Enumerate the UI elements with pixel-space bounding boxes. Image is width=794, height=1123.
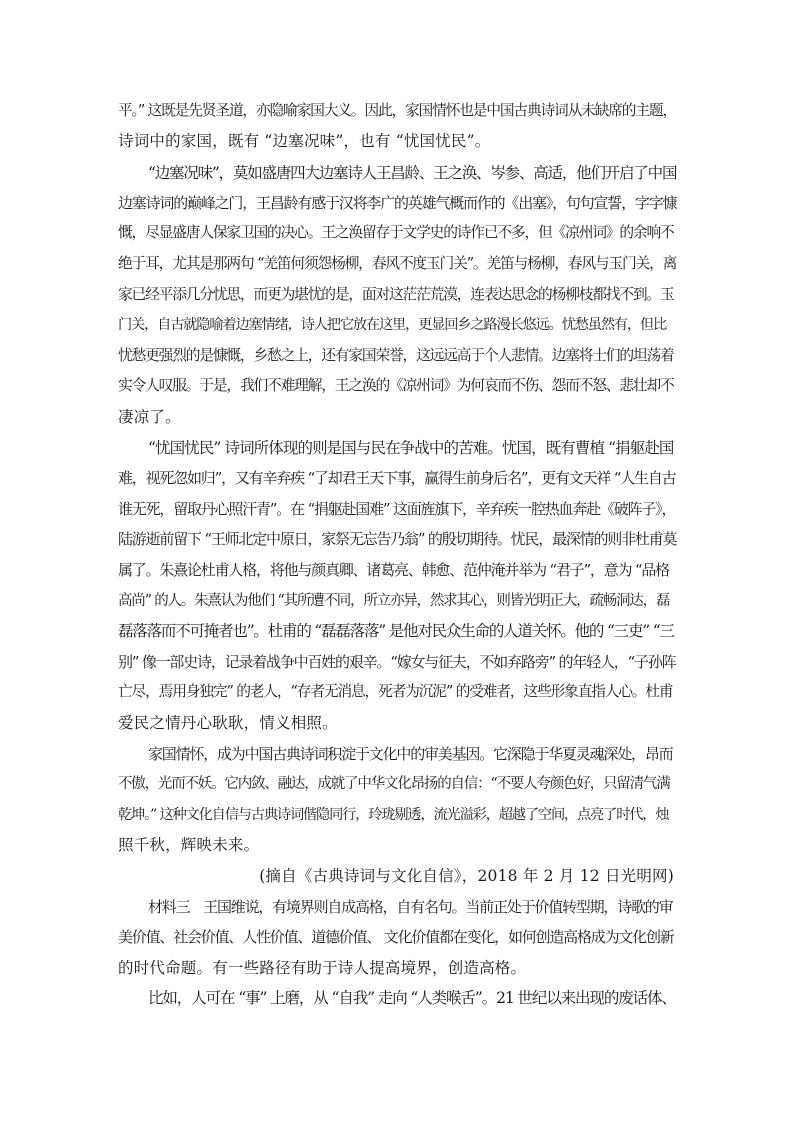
text-line: 平。” 这既是先贤圣道，亦隐喻家国大义。因此，家国情怀也是中国古典诗词从未缺席的主题，	[118, 102, 677, 119]
text-line: 绝于耳，尤其是那两句 “羌笛何须怨杨柳，春风不度玉门关”。羌笛与杨柳，春风与玉门关，离	[118, 255, 677, 272]
source-citation: (摘自《古典诗词与文化自信》，2018 年 2 月 12 日光明网)	[259, 867, 674, 885]
paragraph-start: 比如，人可在 “事” 上磨，从 “自我” 走向 “人类喉舌”。21 世纪以来出现的废话体、	[148, 989, 676, 1007]
text-line: 乾坤。” 这种文化自信与古典诗词偕隐同行，玲珑剔透，流光溢彩，超越了空间，点亮了时代，烛	[118, 807, 669, 823]
text-line: 美价值、社会价值、人性价值、道德价值、 文化价值都在变化，如何创造高格成为文化创新	[118, 928, 674, 946]
text-line: 的时代命题。有一些路径有助于诗人提高境界，创造高格。	[118, 959, 527, 977]
paragraph-start: “忧国忧民” 诗词所体现的则是国与民在争战中的苦难。忧国，既有曹植 “捐躯赴国	[148, 439, 674, 457]
text-line: 别” 像一部史诗，记录着战争中百姓的艰辛。“嫁女与征夫，不如弃路旁” 的年轻人，“子孙阵	[118, 653, 676, 671]
text-line: 不傲，光而不妖。它内敛、融达，成就了中华文化昂扬的自信：“不要人夸颜色好，只留清气满	[118, 776, 670, 792]
text-line: 磊落落而不可掩者也”。杜甫的 “磊磊落落” 是他对民众生命的人道关怀。他的 “三吏” “三	[118, 622, 674, 640]
paragraph-start: 材料三 王国维说，有境界则自成高格，自有名句。当前正处于价值转型期，诗歌的审	[148, 898, 673, 916]
text-line: 家已经平添几分忧思，而更为堪忧的是，面对这茫茫荒漠，连表达思念的杨柳枝都找不到。玉	[118, 286, 674, 303]
paragraph-start: “边塞况味”，莫如盛唐四大边塞诗人王昌龄、王之涣、岑参、高适，他们开启了中国	[148, 164, 677, 182]
text-line: 难，视死忽如归”，又有辛弃疾 “了却君王天下事，赢得生前身后名”，更有文天祥 “人生自古	[118, 469, 676, 487]
text-line: 陆游逝前留下 “王师北定中原日，家祭无忘告乃翁” 的殷切期待。忧民，最深情的则非杜甫莫	[118, 530, 677, 548]
text-line: 诗词中的家国，既有 “边塞况味”，也有 “忧国忧民”。	[118, 132, 491, 150]
text-line: 凄凉了。	[118, 408, 181, 426]
text-line: 亡尽，焉用身独完” 的老人，“存者无消息，死者为沉泥” 的受难者，这些形象直指人心。杜甫	[118, 683, 673, 700]
text-line: 照千秋，辉映未来。	[118, 836, 260, 854]
text-line: 门关，自古就隐喻着边塞情绪，诗人把它放在这里，更显回乡之路漫长悠远。忧愁虽然有，但比	[118, 317, 667, 333]
text-line: 属了。朱熹论杜甫人格，将他与颜真卿、诸葛亮、韩愈、范仲淹并举为 “君子”，意为 “品格	[118, 561, 669, 579]
text-line: 边塞诗词的巅峰之门，王昌龄有感于汉将李广的英雄气概而作的《出塞》，句句宣誓，字字慷	[118, 194, 677, 212]
text-line: 实令人叹服。于是，我们不难理解，王之涣的《凉州词》为何哀而不伤、怨而不怒、悲壮却不	[118, 377, 674, 394]
text-line: 高尚” 的人。朱熹认为他们 “其所遭不同，所立亦异，然求其心，则皆光明正大，疏畅洞达，磊	[118, 593, 670, 609]
text-line: 爱民之情丹心耿耿，情义相照。	[118, 714, 338, 732]
text-line: 谁无死，留取丹心照汗青”。在 “捐躯赴国难” 这面旌旗下，辛弃疾一腔热血奔赴《破阵子》，	[118, 500, 676, 518]
text-line: 慨，尽显盛唐人保家卫国的决心。王之涣留存于文学史的诗作已不多，但《凉州词》的余响不	[118, 224, 674, 241]
paragraph-start: 家国情怀，成为中国古典诗词积淀于文化中的审美基因。它深隐于华夏灵魂深处，昂而	[148, 745, 673, 763]
text-line: 忧愁更强烈的是慷慨，乡愁之上，还有家国荣誉，这远远高于个人悲情。边塞将士们的坦荡着	[118, 347, 674, 364]
